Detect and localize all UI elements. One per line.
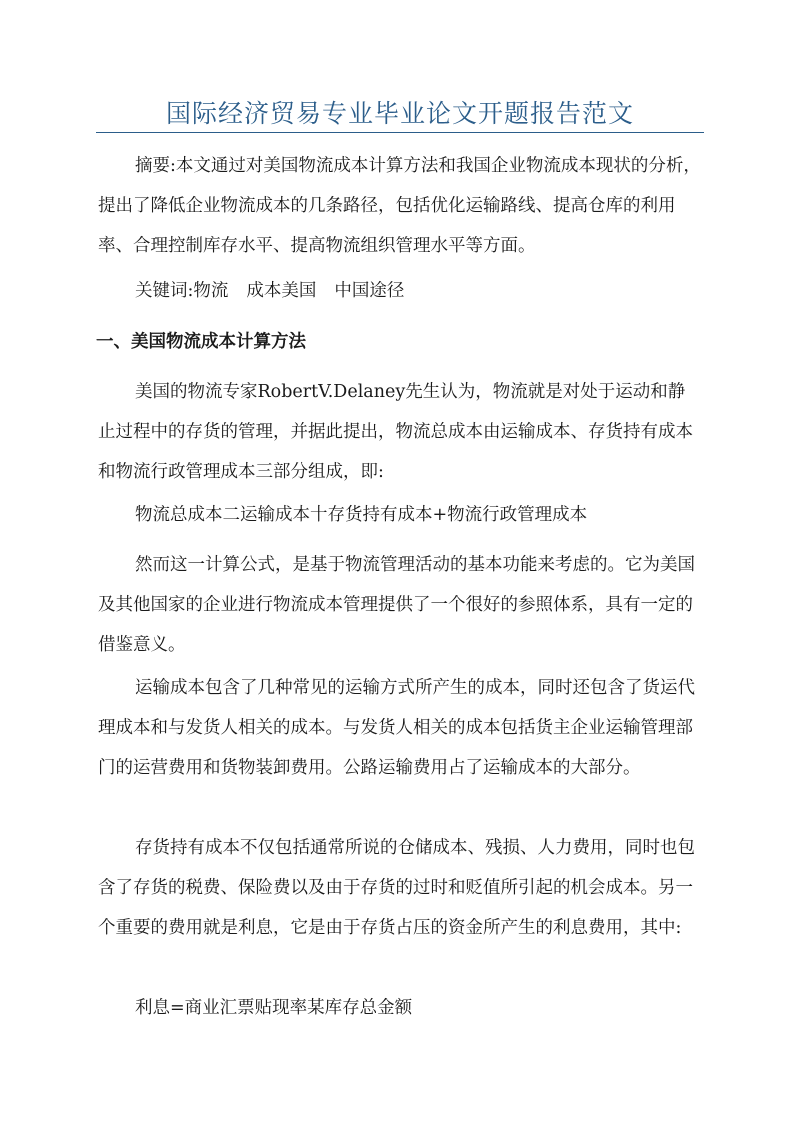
section-heading: 一、美国物流成本计算方法 — [96, 332, 306, 352]
body-paragraph: 美国的物流专家RobertV.Delaney先生认为，物流就是对处于运动和静止过程中的存货的管理，并据此提出，物流总成本由运输成本、存货持有成本和物流行政管理成本三部分组成，即: — [98, 382, 693, 482]
body-paragraph: 存货持有成本不仅包括通常所说的仓储成本、残损、人力费用，同时也包含了存货的税费、保险费以及由于存货的过时和贬值所引起的机会成本。另一个重要的费用就是利息，它是由于存货占压的资金所产生的利息费用，其中: — [98, 838, 695, 938]
document-title: 国际经济贸易专业毕业论文开题报告范文 — [165, 99, 634, 128]
keyword-item: 成本美国 — [246, 281, 317, 301]
abstract-paragraph: 摘要:本文通过对美国物流成本计算方法和我国企业物流成本现状的分析，提出了降低企业物流成本的几条路径，包括优化运输路线、提高仓库的利用率、合理控制库存水平、提高物流组织管理水平等方面。 — [98, 156, 701, 256]
body-paragraph: 然而这一计算公式，是基于物流管理活动的基本功能来考虑的。它为美国及其他国家的企业进行物流成本管理提供了一个很好的参照体系，具有一定的借鉴意义。 — [98, 555, 695, 655]
formula-paragraph: 利息=商业汇票贴现率某库存总金额 — [135, 998, 413, 1018]
body-paragraph: 运输成本包含了几种常见的运输方式所产生的成本，同时还包含了货运代理成本和与发货人相关的成本。与发货人相关的成本包括货主企业运输管理部门的运营费用和货物装卸费用。公路运输费用占了运输成本的大部分。 — [98, 678, 695, 778]
keywords-line — [98, 271, 702, 311]
formula-paragraph: 物流总成本二运输成本十存货持有成本+物流行政管理成本 — [135, 505, 588, 525]
keywords-prefix: 关键词:物流 — [135, 281, 229, 301]
keyword-item: 中国途径 — [334, 281, 405, 301]
title-underline — [96, 132, 704, 133]
